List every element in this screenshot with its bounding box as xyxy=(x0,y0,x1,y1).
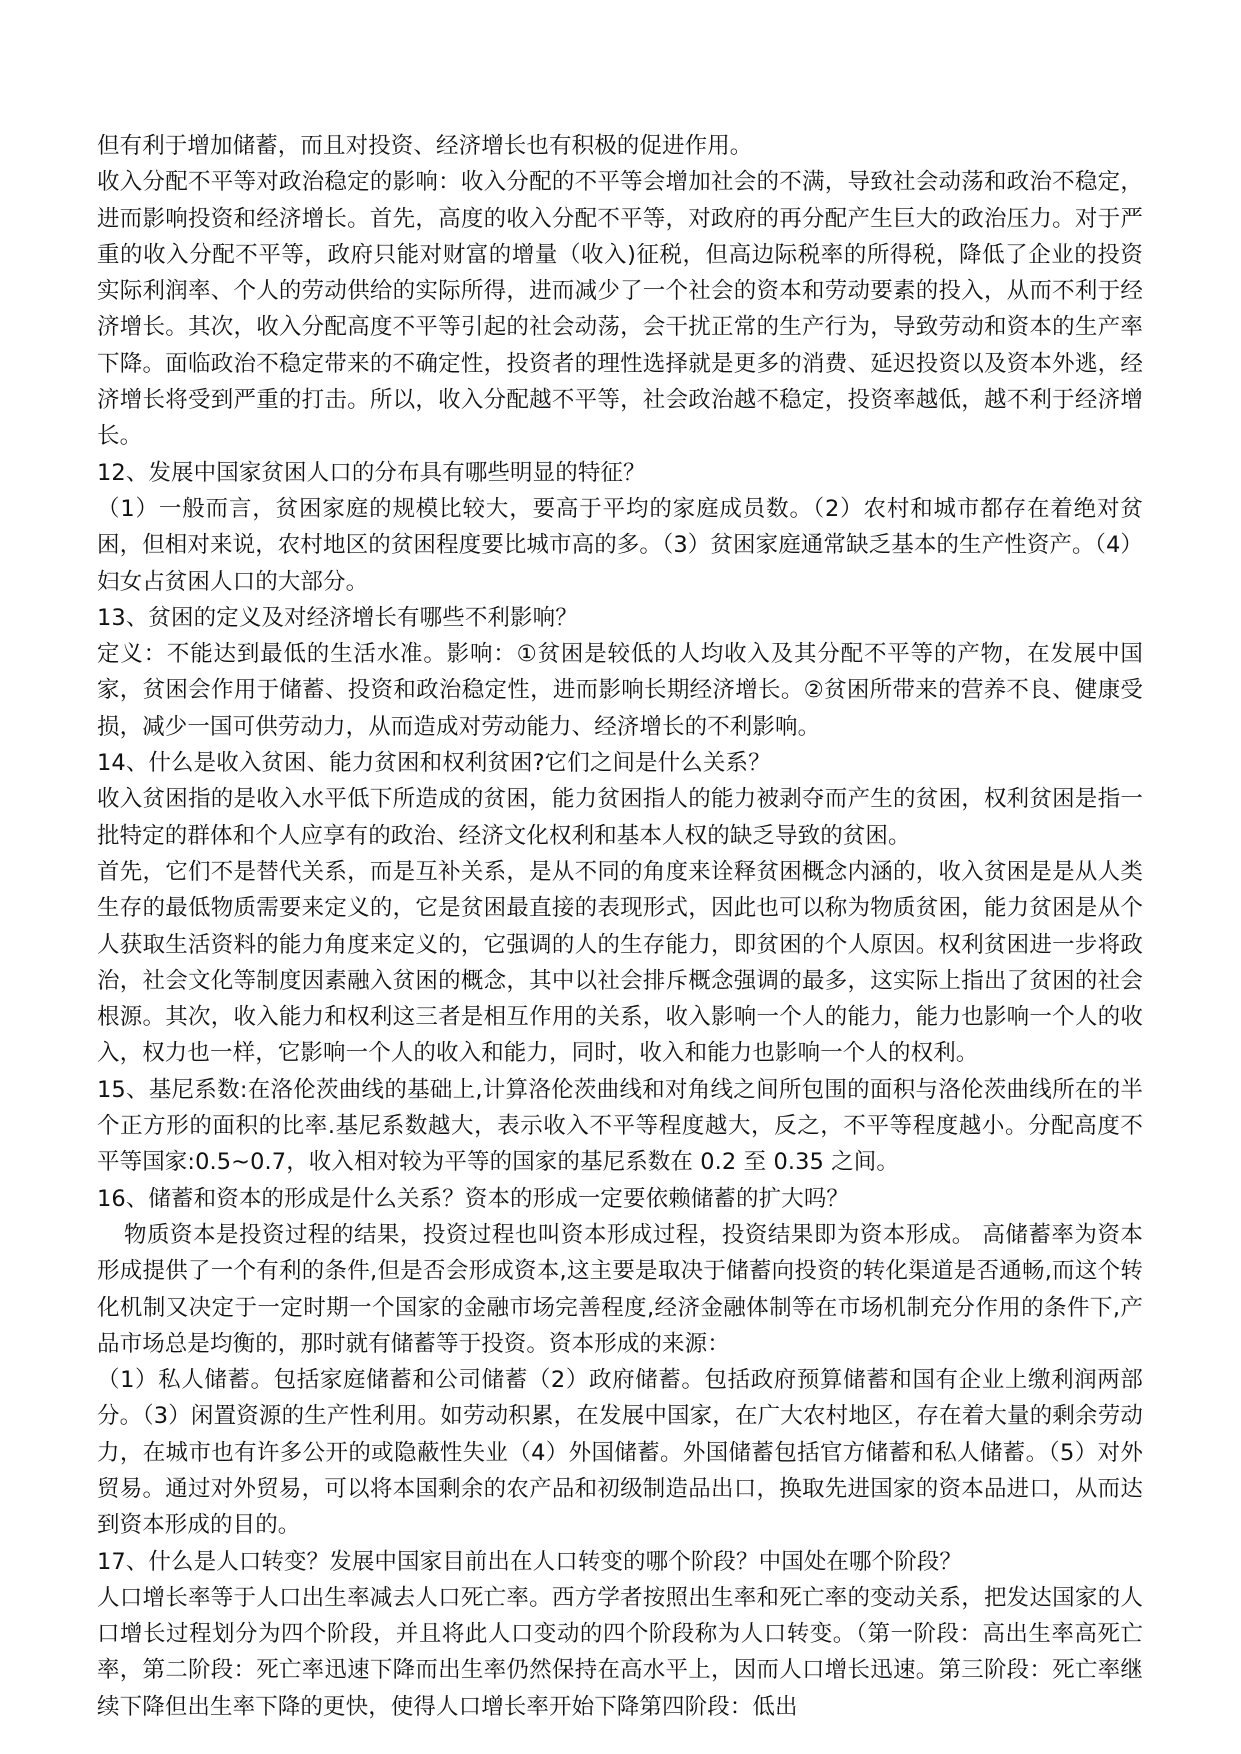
document-page xyxy=(97,128,1143,1725)
question-14-heading: 14、什么是收入贫困、能力贫困和权利贫困?它们之间是什么关系？ xyxy=(97,750,771,777)
question-12-heading: 12、发展中国家贫困人口的分布具有哪些明显的特征？ xyxy=(97,459,646,486)
question-13-answer: 定义：不能达到最低的生活水准。影响：①贫困是较低的人均收入及其分配不平等的产物，在发展中国家，贫困会作用于储蓄、投资和政治稳定性，进而影响长期经济增长。②贫困所带来的营养不良、健康受损，减少一国可供劳动力，从而造成对劳动能力、经济增长的不利影响。 xyxy=(97,641,1143,740)
question-16-capital-sources: （1）私人储蓄。包括家庭储蓄和公司储蓄（2）政府储蓄。包括政府预算储蓄和国有企业上缴利润两部分。（3）闲置资源的生产性利用。如劳动积累，在发展中国家，在广大农村地区，存在着大量的剩余劳动力，在城市也有许多公开的或隐蔽性失业（4）外国储蓄。外国储蓄包括官方储蓄和私人储蓄。（5）对外贸易。通过对外贸易，可以将本国剩余的农产品和初级制造品出口，换取先进国家的资本品进口，从而达到资本形成的目的。 xyxy=(97,1367,1143,1539)
question-16-heading: 16、储蓄和资本的形成是什么关系？资本的形成一定要依赖储蓄的扩大吗？ xyxy=(97,1185,850,1212)
question-12-answer: （1）一般而言，贫困家庭的规模比较大，要高于平均的家庭成员数。（2）农村和城市都存在着绝对贫困，但相对来说，农村地区的贫困程度要比城市高的多。（3）贫困家庭通常缺乏基本的生产性资产。（4）妇女占贫困人口的大部分。 xyxy=(97,495,1143,595)
question-16-answer: 物质资本是投资过程的结果，投资过程也叫资本形成过程，投资结果即为资本形成。 高储蓄率为资本形成提供了一个有利的条件,但是否会形成资本,这主要是取决于储蓄向投资的转化渠道是否通畅,而这个转化机制又决定于一定时期一个国家的金融市场完善程度,经济金融体制等在市场机制充分作用的条件下,产品市场总是均衡的，那时就有储蓄等于投资。资本形成的来源： xyxy=(97,1221,1143,1357)
question-13-heading: 13、贫困的定义及对经济增长有哪些不利影响？ xyxy=(97,604,578,631)
question-14-answer-definitions: 收入贫困指的是收入水平低下所造成的贫困，能力贫困指人的能力被剥夺而产生的贫困，权利贫困是指一批特定的群体和个人应享有的政治、经济文化权利和基本人权的缺乏导致的贫困。 xyxy=(97,786,1143,849)
paragraph-political-stability: 收入分配不平等对政治稳定的影响：收入分配的不平等会增加社会的不满，导致社会动荡和政治不稳定，进而影响投资和经济增长。首先，高度的收入分配不平等，对政府的再分配产生巨大的政治压力。对于严重的收入分配不平等，政府只能对财富的增量（收入)征税，但高边际税率的所得税，降低了企业的投资实际利润率、个人的劳动供给的实际所得，进而减少了一个社会的资本和劳动要素的投入，从而不利于经济增长。其次，收入分配高度不平等引起的社会动荡，会干扰正常的生产行为，导致劳动和资本的生产率下降。面临政治不稳定带来的不确定性，投资者的理性选择就是更多的消费、延迟投资以及资本外逃，经济增长将受到严重的打击。所以，收入分配越不平等，社会政治越不稳定，投资率越低，越不利于经济增长。 xyxy=(97,169,1143,450)
question-17-answer: 人口增长率等于人口出生率减去人口死亡率。西方学者按照出生率和死亡率的变动关系，把发达国家的人口增长过程划分为四个阶段，并且将此人口变动的四个阶段称为人口转变。（第一阶段：高出生率高死亡率，第二阶段：死亡率迅速下降而出生率仍然保持在高水平上，因而人口增长迅速。第三阶段：死亡率继续下降但出生率下降的更快，使得人口增长率开始下降第四阶段：低出 xyxy=(97,1584,1143,1720)
question-14-answer-relationship: 首先，它们不是替代关系，而是互补关系，是从不同的角度来诠释贫困概念内涵的，收入贫困是是从人类生存的最低物质需要来定义的，它是贫困最直接的表现形式，因此也可以称为物质贫困，能力贫困是从个人获取生活资料的能力角度来定义的，它强调的人的生存能力，即贫困的个人原因。权利贫困进一步将政治，社会文化等制度因素融入贫困的概念，其中以社会排斥概念强调的最多，这实际上指出了贫困的社会根源。其次，收入能力和权利这三者是相互作用的关系，收入影响一个人的能力，能力也影响一个人的收入，权力也一样，它影响一个人的收入和能力，同时，收入和能力也影响一个人的权利。 xyxy=(97,858,1143,1067)
paragraph-intro-continuation: 但有利于增加储蓄，而且对投资、经济增长也有积极的促进作用。 xyxy=(97,133,753,159)
question-17-heading: 17、什么是人口转变？发展中国家目前出在人口转变的哪个阶段？中国处在哪个阶段？ xyxy=(97,1548,963,1575)
question-15-gini-coefficient: 15、基尼系数:在洛伦茨曲线的基础上,计算洛伦茨曲线和对角线之间所包围的面积与洛伦茨曲线所在的半个正方形的面积的比率.基尼系数越大，表示收入不平等程度越大，反之，不平等程度越小。分配高度不平等国家:0.5~0.7，收入相对较为平等的国家的基尼系数在 0.2 至 0.35 之间。 xyxy=(97,1076,1143,1176)
